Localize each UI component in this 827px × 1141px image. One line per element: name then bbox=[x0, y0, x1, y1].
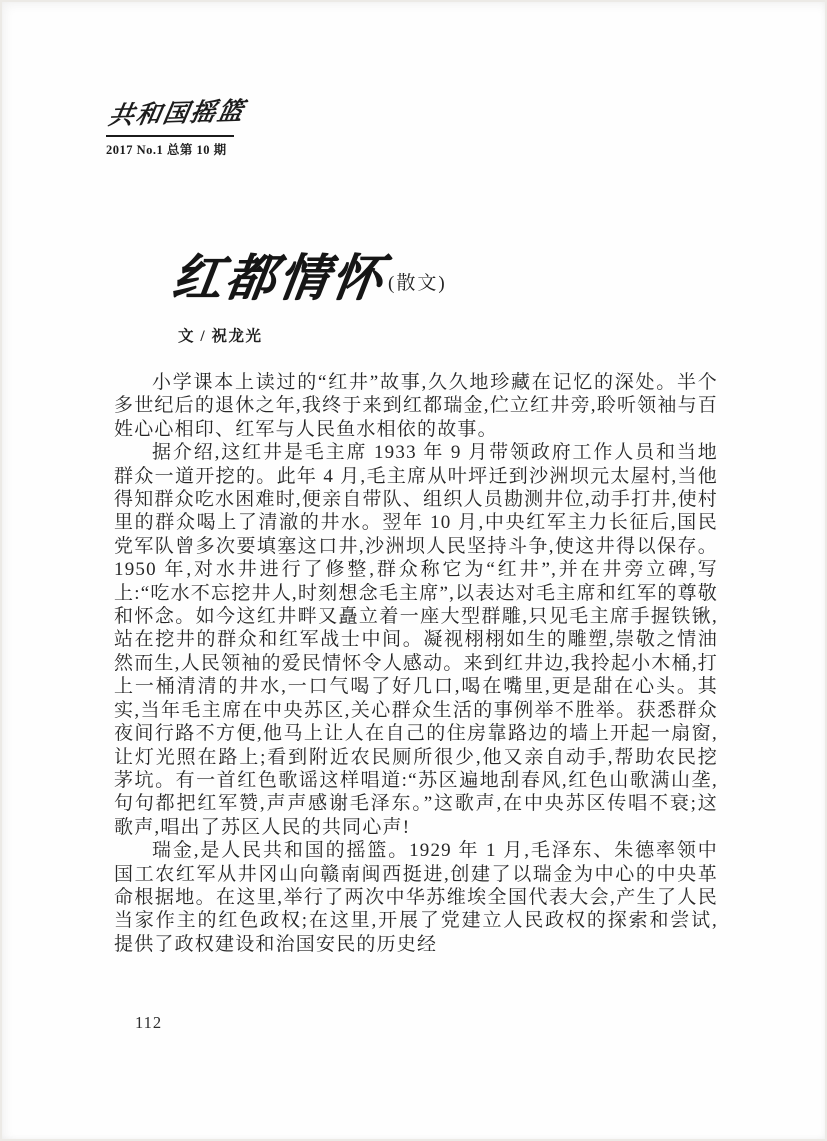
article-title: 红都情怀 bbox=[168, 248, 389, 307]
masthead-rule bbox=[106, 135, 234, 137]
page-number: 112 bbox=[135, 1013, 163, 1032]
body-paragraph-1: 小学课本上读过的“红井”故事,久久地珍藏在记忆的深处。半个多世纪后的退休之年,我终于来到红都瑞金,伫立红井旁,聆听领袖与百姓心心相印、红军与人民鱼水相依的故事。 bbox=[114, 372, 718, 440]
author-byline: 文 / 祝龙光 bbox=[178, 328, 263, 345]
article-body bbox=[114, 371, 718, 956]
genre-label: (散文) bbox=[388, 273, 447, 294]
masthead bbox=[106, 96, 248, 158]
magazine-logo-calligraphy: 共和国摇篮 bbox=[106, 96, 248, 131]
body-paragraph-3: 瑞金,是人民共和国的摇篮。1929 年 1 月,毛泽东、朱德率领中国工农红军从井冈山向赣南闽西挺进,创建了以瑞金为中心的中央革命根据地。在这里,举行了两次中华苏维埃全国代表大会,产生了人民当家作主的红色政权;在这里,开展了党建立人民政权的探索和尝试,提供了政权建设和治国安民的历史经 bbox=[114, 840, 718, 955]
body-paragraph-2: 据介绍,这红井是毛主席 1933 年 9 月带领政府工作人员和当地群众一道开挖的。此年 4 月,毛主席从叶坪迁到沙洲坝元太屋村,当他得知群众吃水困难时,便亲自带队、组织人员勘测井位,动手打井,使村里的群众喝上了清澈的井水。翌年 10 月,中央红军主力长征后,国民党军队曾多次要填塞这口井,沙洲坝人民坚持斗争,使这井得以保存。1950 年,对水井进行了修整,群众称它为“红井”,并在井旁立碑,写上:“吃水不忘挖井人,时刻想念毛主席”,以表达对毛主席和红军的尊敬和怀念。如今这红井畔又矗立着一座大型群雕,只见毛主席手握铁锹,站在挖井的群众和红军战士中间。凝视栩栩如生的雕塑,崇敬之情油然而生,人民领袖的爱民情怀令人感动。来到红井边,我拎起小木桶,打上一桶清清的井水,一口气喝了好几口,喝在嘴里,更是甜在心头。其实,当年毛主席在中央苏区,关心群众生活的事例举不胜举。获悉群众夜间行路不方便,他马上让人在自己的住房靠路边的墙上开起一扇窗,让灯光照在路上;看到附近农民厕所很少,他又亲自动手,帮助农民挖茅坑。有一首红色歌谣这样唱道:“苏区遍地刮春风,红色山歌满山垄,句句都把红军赞,声声感谢毛泽东。”这歌声,在中央苏区传唱不衰;这歌声,唱出了苏区人民的共同心声! bbox=[114, 442, 718, 838]
issue-line: 2017 No.1 总第 10 期 bbox=[106, 143, 227, 157]
article-title-block bbox=[168, 238, 447, 310]
